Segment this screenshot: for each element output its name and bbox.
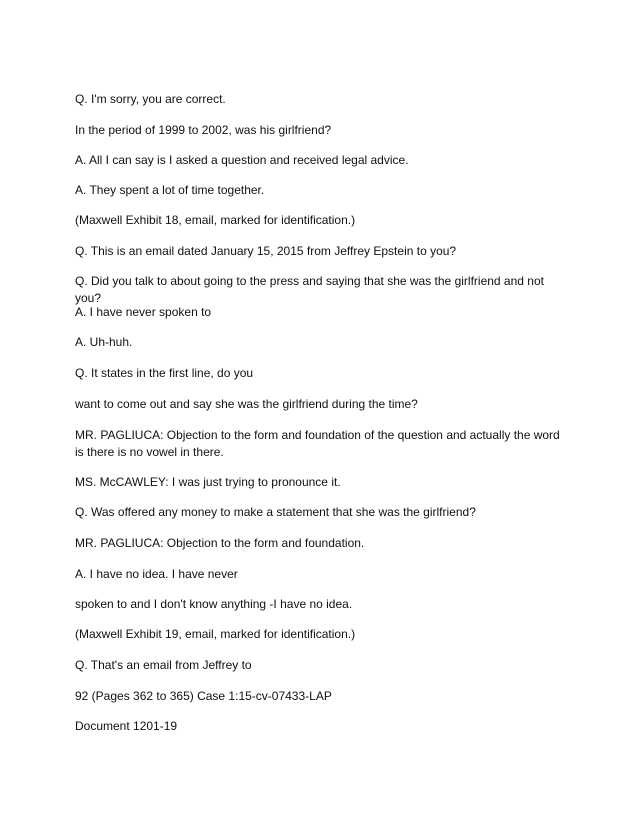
paragraph-20: 92 (Pages 362 to 365) Case 1:15-cv-07433-LAP [75, 689, 332, 703]
paragraph-16: A. I have no idea. I have never [75, 567, 238, 581]
paragraph-15: MR. PAGLIUCA: Objection to the form and foundation. [75, 536, 365, 550]
paragraph-17: spoken to and I don't know anything -I have no idea. [75, 597, 353, 611]
paragraph-13: MS. McCAWLEY: I was just trying to pronounce it. [75, 475, 341, 489]
paragraph-6: Q. This is an email dated January 15, 2015 from Jeffrey Epstein to you? [75, 244, 457, 258]
paragraph-18: (Maxwell Exhibit 19, email, marked for identification.) [75, 627, 356, 641]
paragraph-19: Q. That's an email from Jeffrey to [75, 658, 252, 672]
paragraph-11: want to come out and say she was the girlfriend during the time? [75, 397, 418, 411]
paragraph-4: A. They spent a lot of time together. [75, 183, 265, 197]
paragraph-14: Q. Was offered any money to make a statement that she was the girlfriend? [75, 505, 476, 519]
paragraph-8: A. I have never spoken to [75, 305, 212, 319]
paragraph-21: Document 1201-19 [75, 719, 178, 733]
paragraph-2: In the period of 1999 to 2002, was his girlfriend? [75, 123, 332, 137]
paragraph-7: Q. Did you talk to about going to the press and saying that she was the girlfriend and not you? [75, 274, 544, 305]
paragraph-12: MR. PAGLIUCA: Objection to the form and foundation of the question and actually the word is there is no vowel in there. [75, 428, 560, 459]
paragraph-1: Q. I'm sorry, you are correct. [75, 92, 226, 106]
paragraph-10: Q. It states in the first line, do you [75, 366, 254, 380]
paragraph-9: A. Uh-huh. [75, 335, 133, 349]
paragraph-5: (Maxwell Exhibit 18, email, marked for identification.) [75, 213, 356, 227]
paragraph-3: A. All I can say is I asked a question and received legal advice. [75, 153, 409, 167]
